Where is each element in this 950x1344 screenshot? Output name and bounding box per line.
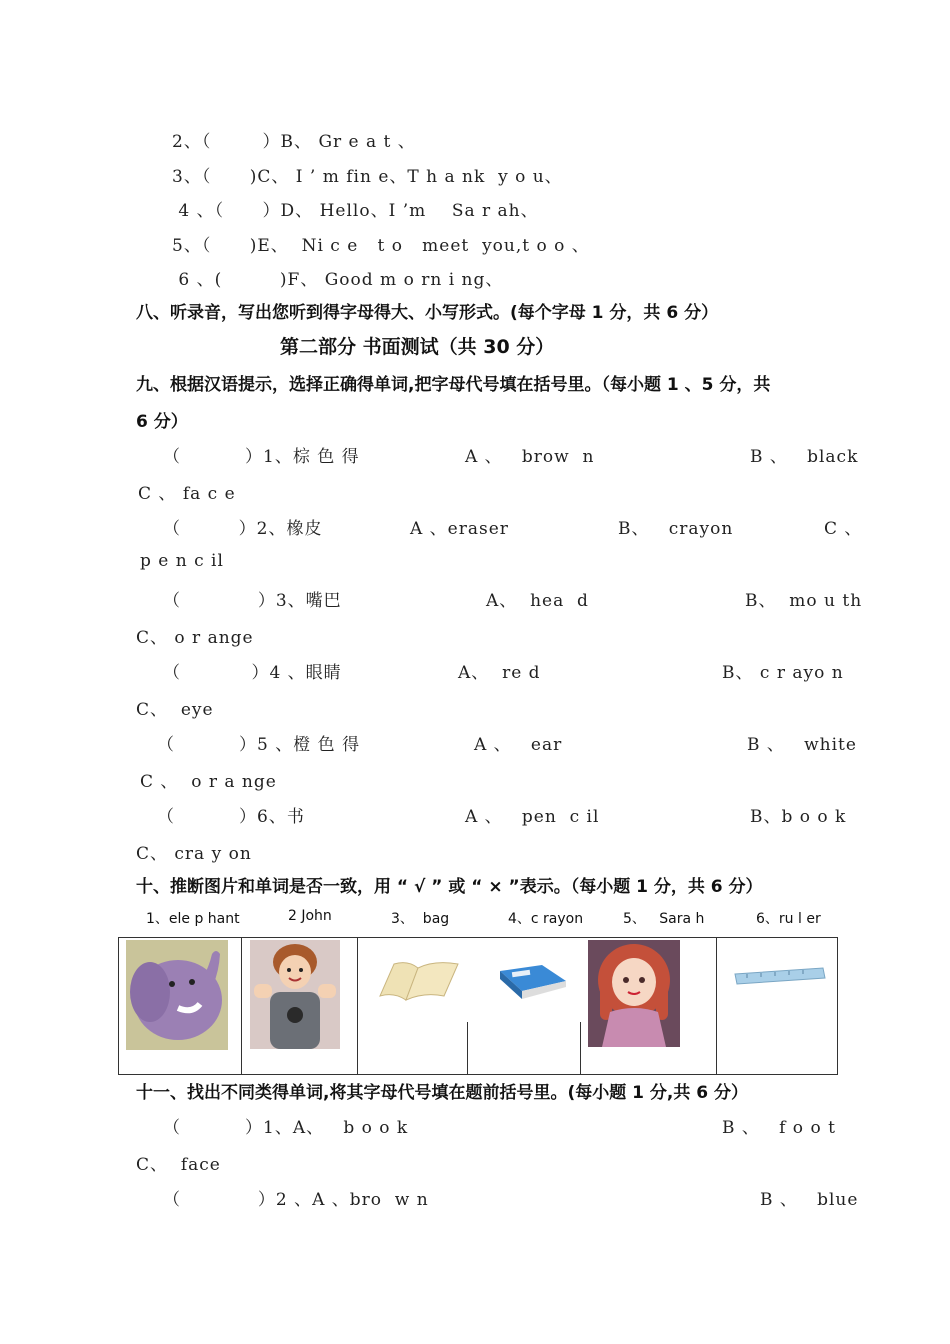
q10-label-4: 4、c rayon — [508, 911, 584, 927]
q9-item-2-option-b: B、 crayon — [618, 519, 734, 539]
match-item-3: 3、（ )C、 I ’ m fin e、T h a nk y o u、 — [172, 167, 563, 187]
eraser-icon — [494, 961, 570, 1001]
boy-icon — [250, 940, 340, 1049]
q9-item-2-option-c: p e n c il — [140, 551, 224, 571]
q10-label-5: 5、 Sara h — [623, 911, 705, 927]
q9-item-3-option-c: C、 o r ange — [136, 628, 254, 648]
part-2-title: 第二部分 书面测试（共 30 分） — [280, 336, 555, 358]
section-10-heading: 十、推断图片和单词是否一致，用 “ √ ” 或 “ × ”表示。（每小题 1 分，共 6 分） — [136, 877, 763, 897]
q9-item-6: （ ）6、书 — [157, 807, 305, 827]
match-item-4: 4 、（ ）D、 Hello、I ’m Sa r ah、 — [172, 201, 539, 221]
q9-item-5-option-a: A 、 ear — [474, 735, 563, 755]
q9-item-6-option-b: B、b o o k — [750, 807, 847, 827]
table-divider — [716, 937, 717, 1074]
q9-item-1-option-c: C 、 fa c e — [138, 484, 236, 504]
q9-item-6-option-c: C、 cra y on — [136, 844, 252, 864]
q9-item-4-option-b: B、 c r ayo n — [722, 663, 844, 683]
q9-item-5-option-c: C 、 o r a nge — [140, 772, 277, 792]
q9-item-3-option-b: B、 mo u th — [745, 591, 863, 611]
q9-item-6-option-a: A 、 pen c il — [465, 807, 600, 827]
table-divider — [357, 937, 358, 1074]
match-item-5: 5、（ )E、 Ni c e t o meet you,t o o 、 — [172, 236, 590, 256]
q11-item-1: （ ）1、A、 b o o k — [163, 1118, 409, 1138]
section-11-heading: 十一、找出不同类得单词,将其字母代号填在题前括号里。(每小题 1 分,共 6 分） — [136, 1083, 749, 1103]
match-item-2: 2、（ ）B、 Gr e a t 、 — [172, 132, 416, 152]
q9-item-1-option-a: A 、 brow n — [465, 447, 595, 467]
girl-icon — [588, 940, 680, 1047]
q10-label-6: 6、ru l er — [756, 911, 821, 927]
q9-item-3: （ ）3、嘴巴 — [163, 591, 342, 611]
ruler-icon — [733, 966, 827, 988]
q9-item-4-option-c: C、 eye — [136, 700, 214, 720]
q9-item-5-option-b: B 、 white — [747, 735, 857, 755]
q10-label-3: 3、 bag — [391, 911, 450, 927]
q11-item-2-option-b: B 、 blue — [760, 1190, 859, 1210]
q9-item-2: （ ）2、橡皮 — [163, 519, 323, 539]
section-9-heading-cont: 6 分） — [136, 412, 188, 432]
q11-item-1-option-c: C、 face — [136, 1155, 221, 1175]
match-item-6: 6 、( )F、 Good m o rn i ng、 — [172, 270, 504, 290]
book-icon — [378, 958, 460, 1003]
table-divider — [467, 1022, 468, 1074]
q11-item-1-option-b: B 、 f o o t — [722, 1118, 836, 1138]
q11-item-2: （ ）2 、A 、bro w n — [163, 1190, 429, 1210]
q9-item-4-option-a: A、 re d — [458, 663, 541, 683]
q9-item-1-option-b: B 、 black — [750, 447, 859, 467]
q10-label-2: 2 John — [288, 908, 332, 924]
q9-item-1: （ ）1、棕 色 得 — [163, 447, 360, 467]
q9-item-3-option-a: A、 hea d — [486, 591, 589, 611]
table-divider — [580, 1022, 581, 1074]
section-8-heading: 八、听录音，写出您听到得字母得大、小写形式。(每个字母 1 分，共 6 分） — [136, 303, 719, 323]
elephant-icon — [126, 940, 228, 1050]
q9-item-4: （ ）4 、眼睛 — [163, 663, 342, 683]
q9-item-5: （ ）5 、橙 色 得 — [157, 735, 361, 755]
q10-label-1: 1、ele p hant — [146, 911, 240, 927]
q9-item-2-option-a: A 、eraser — [410, 519, 509, 539]
table-divider — [241, 937, 242, 1074]
section-9-heading: 九、根据汉语提示，选择正确得单词,把字母代号填在括号里。（每小题 1 、5 分，共 — [136, 375, 771, 395]
q9-item-2-option-c-letter: C 、 — [824, 519, 863, 539]
